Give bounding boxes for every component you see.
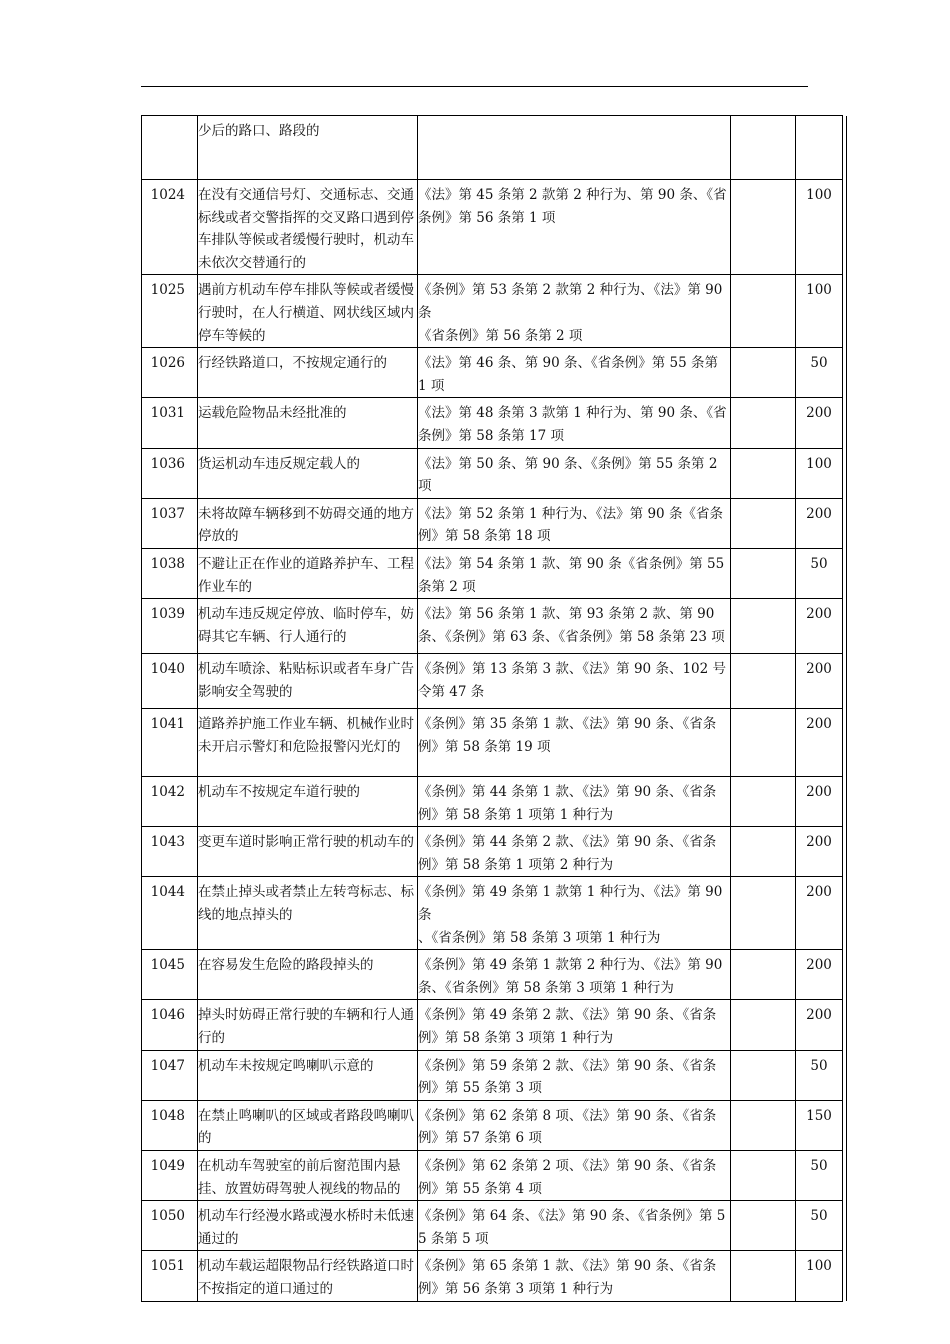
violation-code-cell <box>142 1201 198 1251</box>
violation-description: 掉头时妨碍正常行驶的车辆和行人通行的 <box>198 1007 414 1047</box>
violation-code-cell <box>142 599 198 654</box>
violation-description-cell <box>198 448 418 498</box>
legal-basis-cell <box>418 827 731 877</box>
table-edge <box>843 348 847 398</box>
legal-basis <box>418 709 730 758</box>
table-row <box>142 827 847 877</box>
empty-cell <box>731 777 796 827</box>
legal-basis-cell <box>418 950 731 1000</box>
fine-amount: 50 <box>810 355 828 372</box>
fine-amount-cell <box>796 398 843 448</box>
fine-amount-cell <box>796 348 843 398</box>
table-edge <box>843 654 847 709</box>
legal-basis <box>418 599 730 648</box>
table-edge <box>843 448 847 498</box>
violation-code-cell <box>142 950 198 1000</box>
legal-basis <box>418 1101 730 1150</box>
fine-amount: 50 <box>810 1208 828 1225</box>
violation-code-cell <box>142 116 198 180</box>
table-row <box>142 599 847 654</box>
fine-amount: 200 <box>806 716 832 733</box>
legal-basis-line: 《条例》第 59 条第 2 款、《法》第 90 条、《省条例》第 55 条第 3 项 <box>418 1057 717 1097</box>
fine-amount: 50 <box>810 555 828 572</box>
violation-code-cell <box>142 709 198 777</box>
violation-table-body <box>142 116 847 1302</box>
fine-amount-cell <box>796 275 843 348</box>
legal-basis <box>418 950 730 999</box>
table-row <box>142 398 847 448</box>
violation-description-cell <box>198 1050 418 1100</box>
table-edge <box>843 398 847 448</box>
legal-basis-cell <box>418 599 731 654</box>
fine-amount-cell <box>796 654 843 709</box>
empty-cell <box>731 827 796 877</box>
fine-amount-cell <box>796 448 843 498</box>
violation-code-cell <box>142 398 198 448</box>
empty-cell <box>731 548 796 598</box>
table-row <box>142 548 847 598</box>
table-edge <box>843 1000 847 1050</box>
violation-description: 在没有交通信号灯、交通标志、交通标线或者交警指挥的交叉路口遇到停车排队等候或者缓慢行驶时，机动车未依次交替通行的 <box>198 187 414 271</box>
legal-basis-line: 《条例》第 44 条第 1 款、《法》第 90 条、《省条例》第 58 条第 1 项第 1 种行为 <box>418 784 717 823</box>
legal-basis <box>418 499 730 548</box>
table-edge <box>843 950 847 1000</box>
violation-description-cell <box>198 1151 418 1201</box>
legal-basis-line: 《条例》第 64 条、《法》第 90 条、《省条例》第 55 条第 5 项 <box>418 1208 726 1247</box>
fine-amount-cell <box>796 1201 843 1251</box>
legal-basis <box>418 449 730 498</box>
violation-code: 1046 <box>150 1007 185 1024</box>
table-row <box>142 1000 847 1050</box>
empty-cell <box>731 599 796 654</box>
violation-description-cell <box>198 654 418 709</box>
violation-code: 1037 <box>150 505 185 522</box>
violation-code: 1045 <box>150 957 185 974</box>
violation-code: 1025 <box>150 282 185 299</box>
fine-amount: 200 <box>806 884 832 901</box>
legal-basis-cell <box>418 348 731 398</box>
violation-description-cell <box>198 116 418 180</box>
legal-basis-line: 《条例》第 49 条第 1 款第 1 种行为、《法》第 90 条 <box>418 884 723 924</box>
fine-amount: 100 <box>806 1258 832 1275</box>
violation-code <box>142 116 185 120</box>
violation-description-cell <box>198 398 418 448</box>
legal-basis-cell <box>418 1201 731 1251</box>
violation-code-cell <box>142 1251 198 1301</box>
table-edge <box>843 709 847 777</box>
empty-cell <box>731 348 796 398</box>
violation-description: 货运机动车违反规定载人的 <box>198 455 360 472</box>
table-row <box>142 498 847 548</box>
violation-table <box>141 115 847 1302</box>
empty-cell <box>731 654 796 709</box>
table-edge <box>843 777 847 827</box>
fine-amount-cell <box>796 1050 843 1100</box>
empty-cell <box>731 1050 796 1100</box>
violation-description-cell <box>198 498 418 548</box>
table-row <box>142 950 847 1000</box>
table-edge <box>843 275 847 348</box>
legal-basis-line: 《条例》第 35 条第 1 款、《法》第 90 条、《省条例》第 58 条第 19 项 <box>418 716 717 755</box>
violation-code: 1050 <box>150 1208 185 1225</box>
legal-basis-cell <box>418 1100 731 1150</box>
table-row <box>142 1050 847 1100</box>
table-row <box>142 1201 847 1251</box>
legal-basis <box>418 1000 730 1049</box>
empty-cell <box>731 275 796 348</box>
legal-basis <box>418 549 730 598</box>
table-row <box>142 654 847 709</box>
violation-code-cell <box>142 1050 198 1100</box>
legal-basis <box>418 1051 730 1100</box>
legal-basis <box>418 1201 730 1250</box>
violation-code: 1038 <box>150 555 185 572</box>
table-row <box>142 275 847 348</box>
empty-cell <box>731 1201 796 1251</box>
violation-code: 1036 <box>150 455 185 472</box>
legal-basis-line: 《条例》第 65 条第 1 款、《法》第 90 条、《省条例》第 56 条第 3 项第 1 种行为 <box>418 1258 717 1297</box>
table-edge <box>843 827 847 877</box>
legal-basis-line: 《法》第 56 条第 1 款、第 93 条第 2 款、第 90 条、《条例》第 63 条、《省条例》第 58 条第 23 项 <box>418 606 725 645</box>
violation-description-cell <box>198 777 418 827</box>
legal-basis-line: 《法》第 46 条、第 90 条、《省条例》第 55 条第 1 项 <box>418 355 719 394</box>
empty-cell <box>731 398 796 448</box>
legal-basis-line: 《法》第 52 条第 1 种行为、《法》第 90 条《省条例》第 58 条第 18 项 <box>418 505 723 545</box>
violation-description-cell <box>198 275 418 348</box>
violation-code: 1051 <box>150 1258 185 1275</box>
table-row <box>142 1151 847 1201</box>
violation-description-cell <box>198 548 418 598</box>
table-row <box>142 709 847 777</box>
legal-basis-cell <box>418 180 731 275</box>
violation-code: 1026 <box>150 355 185 372</box>
table-edge <box>843 1151 847 1201</box>
fine-amount-cell <box>796 116 843 180</box>
violation-code: 1047 <box>150 1057 185 1074</box>
violation-code-cell <box>142 654 198 709</box>
table-row <box>142 877 847 950</box>
table-edge <box>843 1251 847 1301</box>
table-edge <box>843 877 847 950</box>
legal-basis <box>418 1151 730 1200</box>
fine-amount: 50 <box>810 1158 828 1174</box>
legal-basis-cell <box>418 1151 731 1201</box>
violation-description-cell <box>198 1251 418 1301</box>
legal-basis-cell <box>418 877 731 950</box>
legal-basis-line: 《条例》第 13 条第 3 款、《法》第 90 条、102 号令第 47 条 <box>418 661 727 700</box>
legal-basis-line: 《法》第 50 条、第 90 条、《条例》第 55 条第 2 项 <box>418 455 718 495</box>
fine-amount-cell <box>796 1251 843 1301</box>
fine-amount-cell <box>796 548 843 598</box>
legal-basis-line: 、《省条例》第 58 条第 3 项第 1 种行为 <box>418 929 661 946</box>
legal-basis-cell <box>418 1251 731 1301</box>
fine-amount: 200 <box>806 606 832 623</box>
empty-cell <box>731 1251 796 1301</box>
table-edge <box>843 599 847 654</box>
violation-description: 行经铁路道口，不按规定通行的 <box>198 355 387 372</box>
fine-amount-cell <box>796 777 843 827</box>
violation-code-cell <box>142 448 198 498</box>
violation-code: 1039 <box>150 606 185 623</box>
table-row <box>142 348 847 398</box>
fine-amount-cell <box>796 1151 843 1201</box>
legal-basis-cell <box>418 116 731 180</box>
legal-basis-cell <box>418 548 731 598</box>
fine-amount: 100 <box>806 187 832 203</box>
violation-description-cell <box>198 827 418 877</box>
violation-description: 遇前方机动车停车排队等候或者缓慢行驶时，在人行横道、网状线区域内停车等候的 <box>198 282 414 344</box>
empty-cell <box>731 498 796 548</box>
legal-basis-line: 《法》第 48 条第 3 款第 1 种行为、第 90 条、《省条例》第 58 条第 17 项 <box>418 405 727 444</box>
legal-basis-line: 《条例》第 53 条第 2 款第 2 种行为、《法》第 90 条 <box>418 282 723 321</box>
violation-description: 在容易发生危险的路段掉头的 <box>198 957 374 974</box>
violation-description: 少后的路口、路段的 <box>198 123 320 139</box>
violation-description: 道路养护施工作业车辆、机械作业时未开启示警灯和危险报警闪光灯的 <box>198 716 414 755</box>
violation-code: 1041 <box>150 716 185 733</box>
legal-basis-line: 《法》第 54 条第 1 款、第 90 条《省条例》第 55 条第 2 项 <box>418 555 725 595</box>
legal-basis-line: 《条例》第 62 条第 2 项、《法》第 90 条、《省条例》第 55 条第 4 项 <box>418 1158 717 1197</box>
legal-basis-cell <box>418 398 731 448</box>
empty-cell <box>731 116 796 180</box>
fine-amount-cell <box>796 1000 843 1050</box>
violation-code-cell <box>142 548 198 598</box>
violation-description-cell <box>198 709 418 777</box>
violation-description: 机动车载运超限物品行经铁路道口时不按指定的道口通过的 <box>198 1258 414 1297</box>
fine-amount-cell <box>796 827 843 877</box>
legal-basis <box>418 877 730 949</box>
violation-description: 机动车违反规定停放、临时停车，妨碍其它车辆、行人通行的 <box>198 606 414 645</box>
violation-description-cell <box>198 599 418 654</box>
legal-basis-cell <box>418 1050 731 1100</box>
legal-basis-line: 《条例》第 62 条第 8 项、《法》第 90 条、《省条例》第 57 条第 6 项 <box>418 1107 717 1147</box>
empty-cell <box>731 1000 796 1050</box>
fine-amount: 200 <box>806 661 832 678</box>
violation-code: 1049 <box>150 1158 185 1174</box>
legal-basis-line: 《条例》第 44 条第 2 款、《法》第 90 条、《省条例》第 58 条第 1 项第 2 种行为 <box>418 834 717 873</box>
violation-code-cell <box>142 877 198 950</box>
violation-description: 在机动车驾驶室的前后窗范围内悬挂、放置妨碍驾驶人视线的物品的 <box>198 1158 401 1197</box>
violation-description: 机动车不按规定车道行驶的 <box>198 784 360 801</box>
legal-basis-line: 《省条例》第 56 条第 2 项 <box>418 327 583 344</box>
legal-basis <box>418 398 730 447</box>
violation-code-cell <box>142 1000 198 1050</box>
table-edge <box>843 1201 847 1251</box>
table-row <box>142 1251 847 1301</box>
fine-amount: 50 <box>810 1057 828 1074</box>
legal-basis <box>418 827 730 876</box>
page-header-rule <box>141 86 808 87</box>
violation-code: 1048 <box>150 1107 185 1124</box>
fine-amount: 200 <box>806 784 832 801</box>
violation-description-cell <box>198 877 418 950</box>
fine-amount: 100 <box>806 282 832 299</box>
empty-cell <box>731 950 796 1000</box>
violation-code-cell <box>142 180 198 275</box>
violation-code-cell <box>142 1151 198 1201</box>
fine-amount: 150 <box>806 1107 832 1124</box>
legal-basis-cell <box>418 498 731 548</box>
legal-basis <box>418 348 730 397</box>
violation-description: 未将故障车辆移到不妨碍交通的地方停放的 <box>198 505 414 545</box>
violation-code: 1042 <box>150 784 185 801</box>
violation-description: 不避让正在作业的道路养护车、工程作业车的 <box>198 555 414 595</box>
fine-amount: 200 <box>806 957 832 974</box>
table-row <box>142 448 847 498</box>
violation-code: 1044 <box>150 884 185 901</box>
table-row <box>142 116 847 180</box>
empty-cell <box>731 1151 796 1201</box>
violation-description: 在禁止鸣喇叭的区域或者路段鸣喇叭的 <box>198 1107 414 1147</box>
fine-amount-cell <box>796 950 843 1000</box>
violation-code-cell <box>142 777 198 827</box>
table-edge <box>843 116 847 180</box>
violation-code-cell <box>142 498 198 548</box>
legal-basis <box>418 1251 730 1300</box>
legal-basis <box>418 777 730 826</box>
violation-description: 变更车道时影响正常行驶的机动车的 <box>198 834 414 851</box>
legal-basis-line: 《法》第 45 条第 2 款第 2 种行为、第 90 条、《省条例》第 56 条第 1 项 <box>418 187 727 226</box>
table-edge <box>843 548 847 598</box>
fine-amount: 200 <box>806 405 832 422</box>
violation-description: 机动车未按规定鸣喇叭示意的 <box>198 1057 374 1074</box>
violation-code-cell <box>142 827 198 877</box>
legal-basis <box>418 654 730 703</box>
fine-amount-cell <box>796 180 843 275</box>
violation-code-cell <box>142 275 198 348</box>
fine-amount-cell <box>796 877 843 950</box>
table-row <box>142 777 847 827</box>
legal-basis-cell <box>418 709 731 777</box>
violation-description-cell <box>198 180 418 275</box>
empty-cell <box>731 709 796 777</box>
fine-amount-cell <box>796 498 843 548</box>
table-edge <box>843 1100 847 1150</box>
legal-basis-cell <box>418 275 731 348</box>
empty-cell <box>731 1100 796 1150</box>
legal-basis-cell <box>418 448 731 498</box>
fine-amount-cell <box>796 709 843 777</box>
legal-basis-cell <box>418 654 731 709</box>
fine-amount: 200 <box>806 505 832 522</box>
violation-description-cell <box>198 1000 418 1050</box>
table-row <box>142 1100 847 1150</box>
fine-amount <box>796 116 842 120</box>
violation-code: 1043 <box>150 834 185 851</box>
table-row <box>142 180 847 275</box>
legal-basis-cell <box>418 777 731 827</box>
violation-description: 机动车喷涂、粘贴标识或者车身广告影响安全驾驶的 <box>198 661 414 700</box>
violation-description: 机动车行经漫水路或漫水桥时未低速通过的 <box>198 1208 414 1247</box>
legal-basis-line: 《条例》第 49 条第 1 款第 2 种行为、《法》第 90 条、《省条例》第 58 条第 3 项第 1 种行为 <box>418 957 723 996</box>
empty-cell <box>731 180 796 275</box>
fine-amount: 200 <box>806 834 832 851</box>
violation-description: 在禁止掉头或者禁止左转弯标志、标线的地点掉头的 <box>198 884 414 924</box>
empty-cell <box>731 448 796 498</box>
table-edge <box>843 498 847 548</box>
legal-basis <box>418 275 730 347</box>
violation-description-cell <box>198 1100 418 1150</box>
fine-amount: 200 <box>806 1007 832 1024</box>
legal-basis <box>418 116 730 120</box>
violation-code-cell <box>142 348 198 398</box>
violation-description-cell <box>198 348 418 398</box>
violation-code: 1040 <box>150 661 185 678</box>
fine-amount-cell <box>796 599 843 654</box>
empty-cell <box>731 877 796 950</box>
fine-amount: 100 <box>806 455 832 472</box>
violation-description-cell <box>198 1201 418 1251</box>
table-edge <box>843 1050 847 1100</box>
legal-basis-line: 《条例》第 49 条第 2 款、《法》第 90 条、《省条例》第 58 条第 3 项第 1 种行为 <box>418 1007 717 1047</box>
violation-description: 运载危险物品未经批准的 <box>198 405 347 422</box>
violation-code-cell <box>142 1100 198 1150</box>
violation-description-cell <box>198 950 418 1000</box>
table-edge <box>843 180 847 275</box>
legal-basis <box>418 180 730 229</box>
legal-basis-cell <box>418 1000 731 1050</box>
fine-amount-cell <box>796 1100 843 1150</box>
violation-code: 1031 <box>150 405 185 422</box>
violation-code: 1024 <box>150 187 185 203</box>
